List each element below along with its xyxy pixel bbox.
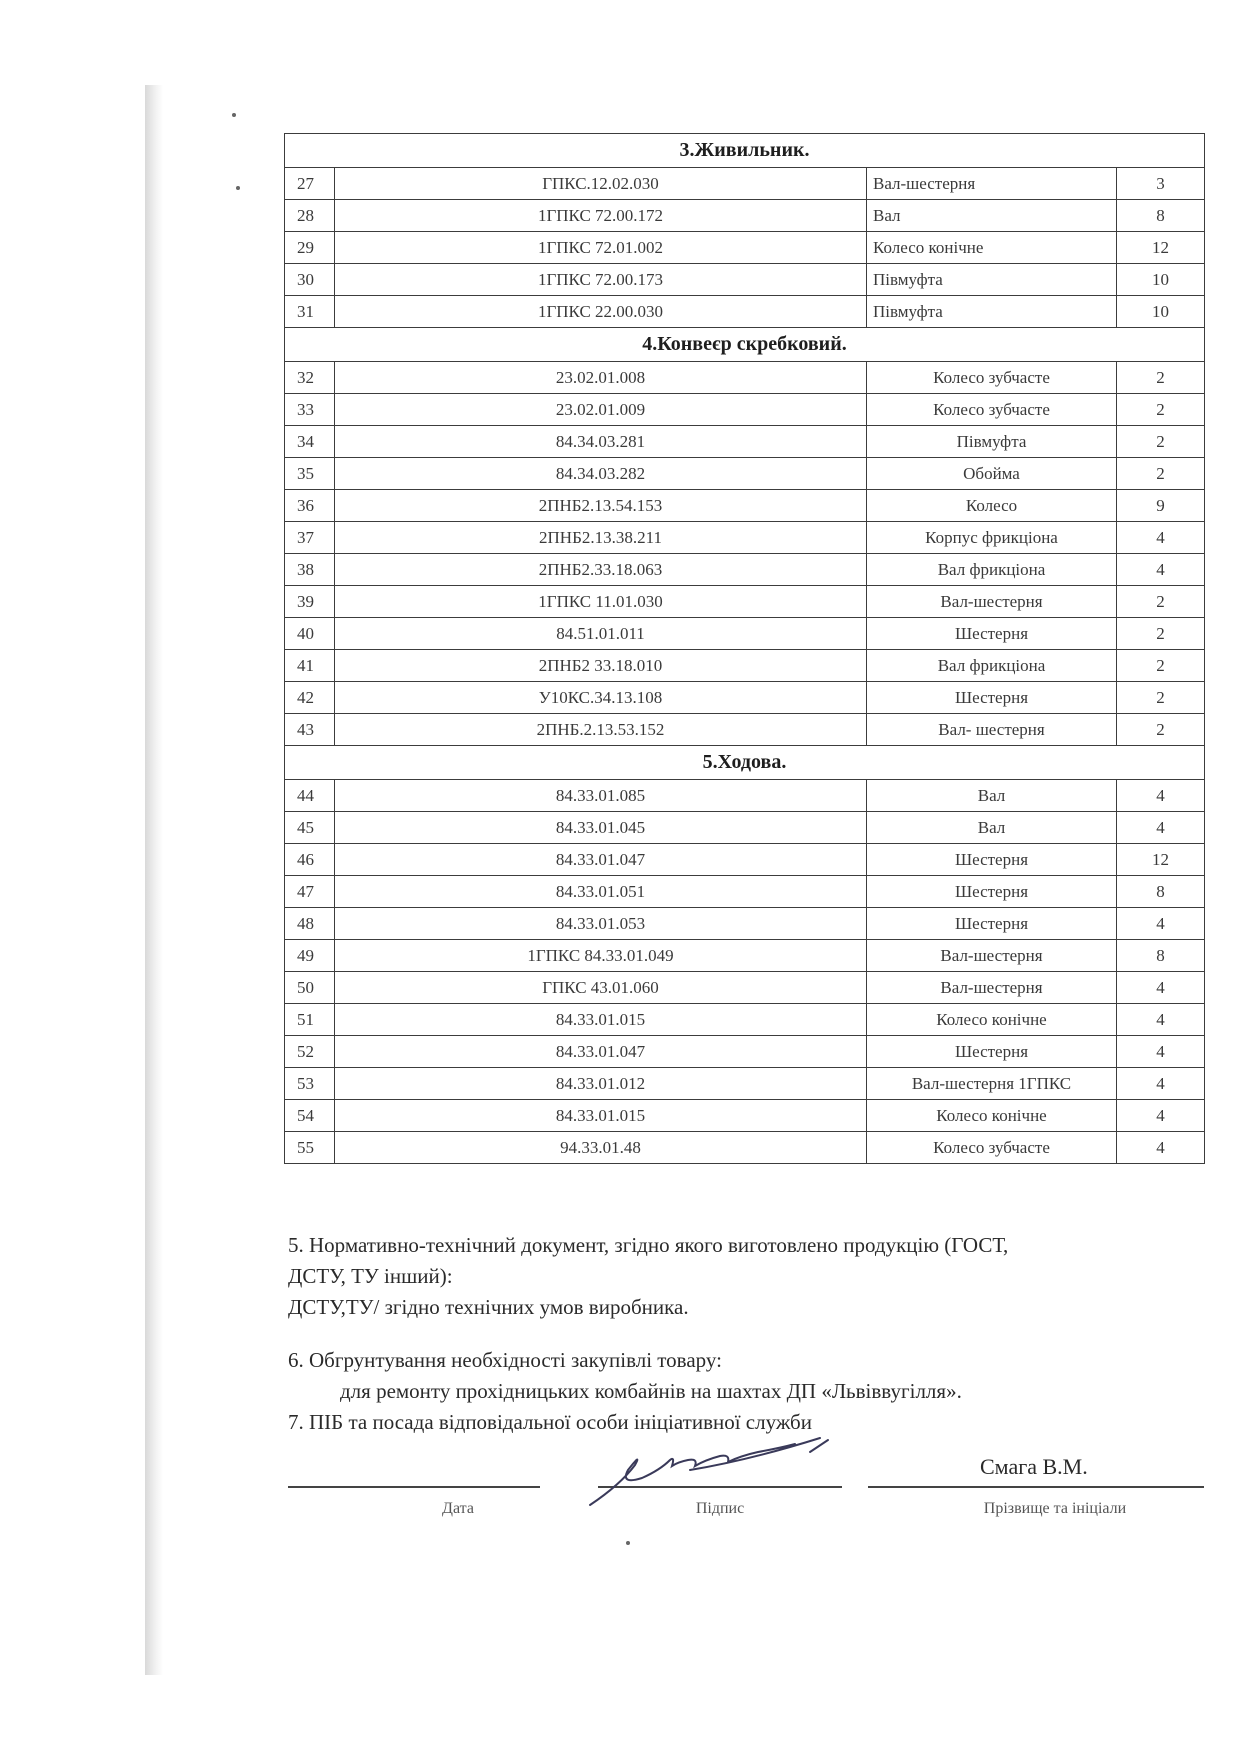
row-number-cell: 34	[285, 426, 335, 458]
table-row	[285, 1004, 1205, 1036]
table-row	[285, 264, 1205, 296]
scan-speck	[626, 1541, 630, 1545]
row-number-cell: 47	[285, 876, 335, 908]
part-code-cell: 1ГПКС 72.01.002	[335, 232, 867, 264]
part-name-cell: Вал	[867, 812, 1117, 844]
section-header-row	[285, 746, 1205, 780]
quantity-cell: 2	[1117, 458, 1205, 490]
row-number-cell: 31	[285, 296, 335, 328]
table-row	[285, 940, 1205, 972]
part-code-cell: 84.34.03.281	[335, 426, 867, 458]
row-number-cell: 38	[285, 554, 335, 586]
quantity-cell: 12	[1117, 844, 1205, 876]
quantity-cell: 8	[1117, 200, 1205, 232]
row-number-cell: 44	[285, 780, 335, 812]
table-row	[285, 682, 1205, 714]
parts-table	[284, 133, 1205, 1164]
part-name-cell: Шестерня	[867, 876, 1117, 908]
row-number-cell: 29	[285, 232, 335, 264]
part-code-cell: 84.33.01.085	[335, 780, 867, 812]
quantity-cell: 10	[1117, 296, 1205, 328]
part-name-cell: Корпус фрикціона	[867, 522, 1117, 554]
part-name-cell: Півмуфта	[867, 426, 1117, 458]
part-code-cell: 2ПНБ2 33.18.010	[335, 650, 867, 682]
quantity-cell: 2	[1117, 650, 1205, 682]
name-label: Прізвище та ініціали	[983, 1500, 1127, 1517]
row-number-cell: 30	[285, 264, 335, 296]
row-number-cell: 41	[285, 650, 335, 682]
table-row	[285, 876, 1205, 908]
handwritten-signature	[580, 1430, 910, 1520]
scan-speck	[232, 113, 236, 117]
row-number-cell: 39	[285, 586, 335, 618]
part-code-cell: 2ПНБ2.33.18.063	[335, 554, 867, 586]
table-row	[285, 844, 1205, 876]
part-code-cell: 84.33.01.045	[335, 812, 867, 844]
table-row	[285, 490, 1205, 522]
part-name-cell: Вал фрикціона	[867, 554, 1117, 586]
table-row	[285, 618, 1205, 650]
part-code-cell: 2ПНБ.2.13.53.152	[335, 714, 867, 746]
notes-block	[288, 1230, 1188, 1438]
part-name-cell: Вал	[867, 780, 1117, 812]
row-number-cell: 48	[285, 908, 335, 940]
quantity-cell: 2	[1117, 586, 1205, 618]
quantity-cell: 4	[1117, 780, 1205, 812]
quantity-cell: 9	[1117, 490, 1205, 522]
quantity-cell: 4	[1117, 1100, 1205, 1132]
part-code-cell: ГПКС.12.02.030	[335, 168, 867, 200]
table-row	[285, 426, 1205, 458]
part-code-cell: 1ГПКС 11.01.030	[335, 586, 867, 618]
part-name-cell: Колесо конічне	[867, 232, 1117, 264]
name-line	[868, 1486, 1204, 1488]
table-row	[285, 296, 1205, 328]
part-name-cell: Обойма	[867, 458, 1117, 490]
section-title: 5.Ходова.	[285, 746, 1205, 780]
row-number-cell: 28	[285, 200, 335, 232]
part-code-cell: 23.02.01.009	[335, 394, 867, 426]
section-header-row	[285, 134, 1205, 168]
section-header-row	[285, 328, 1205, 362]
part-code-cell: 84.51.01.011	[335, 618, 867, 650]
note-item5-line2: ДСТУ, ТУ інший):	[288, 1264, 453, 1288]
part-code-cell: 84.33.01.015	[335, 1100, 867, 1132]
quantity-cell: 4	[1117, 1004, 1205, 1036]
parts-table-body	[285, 134, 1205, 1164]
table-row	[285, 168, 1205, 200]
part-name-cell: Вал-шестерня	[867, 940, 1117, 972]
part-code-cell: 84.33.01.012	[335, 1068, 867, 1100]
part-name-cell: Колесо	[867, 490, 1117, 522]
section-title: 3.Живильник.	[285, 134, 1205, 168]
row-number-cell: 45	[285, 812, 335, 844]
part-name-cell: Вал-шестерня	[867, 972, 1117, 1004]
part-code-cell: 84.34.03.282	[335, 458, 867, 490]
table-row	[285, 458, 1205, 490]
part-name-cell: Шестерня	[867, 682, 1117, 714]
quantity-cell: 4	[1117, 1132, 1205, 1164]
row-number-cell: 42	[285, 682, 335, 714]
note-item5-line3: ДСТУ,ТУ/ згідно технічних умов виробника.	[288, 1295, 689, 1319]
quantity-cell: 8	[1117, 876, 1205, 908]
row-number-cell: 49	[285, 940, 335, 972]
part-code-cell: 84.33.01.051	[335, 876, 867, 908]
quantity-cell: 4	[1117, 1036, 1205, 1068]
table-row	[285, 650, 1205, 682]
table-row	[285, 394, 1205, 426]
parts-table-container	[284, 133, 1204, 1164]
quantity-cell: 4	[1117, 554, 1205, 586]
note-item6-line2: для ремонту прохідницьких комбайнів на шахтах ДП «Львіввугілля».	[340, 1379, 962, 1403]
quantity-cell: 2	[1117, 394, 1205, 426]
row-number-cell: 43	[285, 714, 335, 746]
table-row	[285, 1036, 1205, 1068]
part-code-cell: ГПКС 43.01.060	[335, 972, 867, 1004]
table-row	[285, 714, 1205, 746]
part-code-cell: 1ГПКС 84.33.01.049	[335, 940, 867, 972]
quantity-cell: 3	[1117, 168, 1205, 200]
note-item7-line1: 7. ПІБ та посада відповідальної особи ініціативної служби	[288, 1410, 812, 1434]
table-row	[285, 1132, 1205, 1164]
quantity-cell: 4	[1117, 812, 1205, 844]
part-code-cell: 94.33.01.48	[335, 1132, 867, 1164]
quantity-cell: 4	[1117, 972, 1205, 1004]
part-name-cell: Шестерня	[867, 618, 1117, 650]
table-row	[285, 908, 1205, 940]
part-name-cell: Півмуфта	[867, 296, 1117, 328]
part-name-cell: Шестерня	[867, 1036, 1117, 1068]
part-code-cell: 84.33.01.053	[335, 908, 867, 940]
date-line	[288, 1486, 540, 1488]
row-number-cell: 35	[285, 458, 335, 490]
part-name-cell: Вал-шестерня	[867, 168, 1117, 200]
part-name-cell: Колесо конічне	[867, 1004, 1117, 1036]
part-name-cell: Колесо зубчасте	[867, 394, 1117, 426]
part-name-cell: Шестерня	[867, 908, 1117, 940]
quantity-cell: 2	[1117, 714, 1205, 746]
row-number-cell: 50	[285, 972, 335, 1004]
quantity-cell: 4	[1117, 522, 1205, 554]
signatory-name: Смага В.М.	[980, 1454, 1088, 1479]
part-name-cell: Вал- шестерня	[867, 714, 1117, 746]
part-code-cell: 84.33.01.047	[335, 844, 867, 876]
part-code-cell: 2ПНБ2.13.38.211	[335, 522, 867, 554]
part-code-cell: 1ГПКС 72.00.173	[335, 264, 867, 296]
row-number-cell: 46	[285, 844, 335, 876]
row-number-cell: 53	[285, 1068, 335, 1100]
part-name-cell: Шестерня	[867, 844, 1117, 876]
row-number-cell: 52	[285, 1036, 335, 1068]
row-number-cell: 51	[285, 1004, 335, 1036]
part-name-cell: Вал фрикціона	[867, 650, 1117, 682]
part-name-cell: Вал	[867, 200, 1117, 232]
part-name-cell: Колесо зубчасте	[867, 1132, 1117, 1164]
section-title: 4.Конвеєр скребковий.	[285, 328, 1205, 362]
table-row	[285, 522, 1205, 554]
part-code-cell: 1ГПКС 22.00.030	[335, 296, 867, 328]
part-name-cell: Колесо конічне	[867, 1100, 1117, 1132]
table-row	[285, 200, 1205, 232]
part-code-cell: У10КС.34.13.108	[335, 682, 867, 714]
row-number-cell: 55	[285, 1132, 335, 1164]
quantity-cell: 2	[1117, 618, 1205, 650]
table-row	[285, 972, 1205, 1004]
quantity-cell: 8	[1117, 940, 1205, 972]
quantity-cell: 10	[1117, 264, 1205, 296]
table-row	[285, 1100, 1205, 1132]
table-row	[285, 780, 1205, 812]
scan-speck	[236, 186, 240, 190]
signature-label: Підпис	[695, 1500, 745, 1517]
part-name-cell: Колесо зубчасте	[867, 362, 1117, 394]
scan-edge-shadow	[145, 85, 163, 1675]
quantity-cell: 2	[1117, 362, 1205, 394]
row-number-cell: 36	[285, 490, 335, 522]
note-item6-line1: 6. Обгрунтування необхідності закупівлі товару:	[288, 1348, 722, 1372]
note-item5-line1: 5. Нормативно-технічний документ, згідно якого виготовлено продукцію (ГОСТ,	[288, 1233, 1009, 1257]
table-row	[285, 1068, 1205, 1100]
table-row	[285, 554, 1205, 586]
part-code-cell: 23.02.01.008	[335, 362, 867, 394]
part-code-cell: 2ПНБ2.13.54.153	[335, 490, 867, 522]
row-number-cell: 27	[285, 168, 335, 200]
row-number-cell: 37	[285, 522, 335, 554]
table-row	[285, 362, 1205, 394]
part-name-cell: Півмуфта	[867, 264, 1117, 296]
row-number-cell: 40	[285, 618, 335, 650]
quantity-cell: 4	[1117, 1068, 1205, 1100]
row-number-cell: 54	[285, 1100, 335, 1132]
part-name-cell: Вал-шестерня	[867, 586, 1117, 618]
part-code-cell: 1ГПКС 72.00.172	[335, 200, 867, 232]
quantity-cell: 2	[1117, 426, 1205, 458]
part-code-cell: 84.33.01.015	[335, 1004, 867, 1036]
table-row	[285, 586, 1205, 618]
date-label: Дата	[442, 1500, 474, 1517]
row-number-cell: 33	[285, 394, 335, 426]
quantity-cell: 4	[1117, 908, 1205, 940]
part-code-cell: 84.33.01.047	[335, 1036, 867, 1068]
table-row	[285, 232, 1205, 264]
quantity-cell: 12	[1117, 232, 1205, 264]
table-row	[285, 812, 1205, 844]
quantity-cell: 2	[1117, 682, 1205, 714]
part-name-cell: Вал-шестерня 1ГПКС	[867, 1068, 1117, 1100]
row-number-cell: 32	[285, 362, 335, 394]
